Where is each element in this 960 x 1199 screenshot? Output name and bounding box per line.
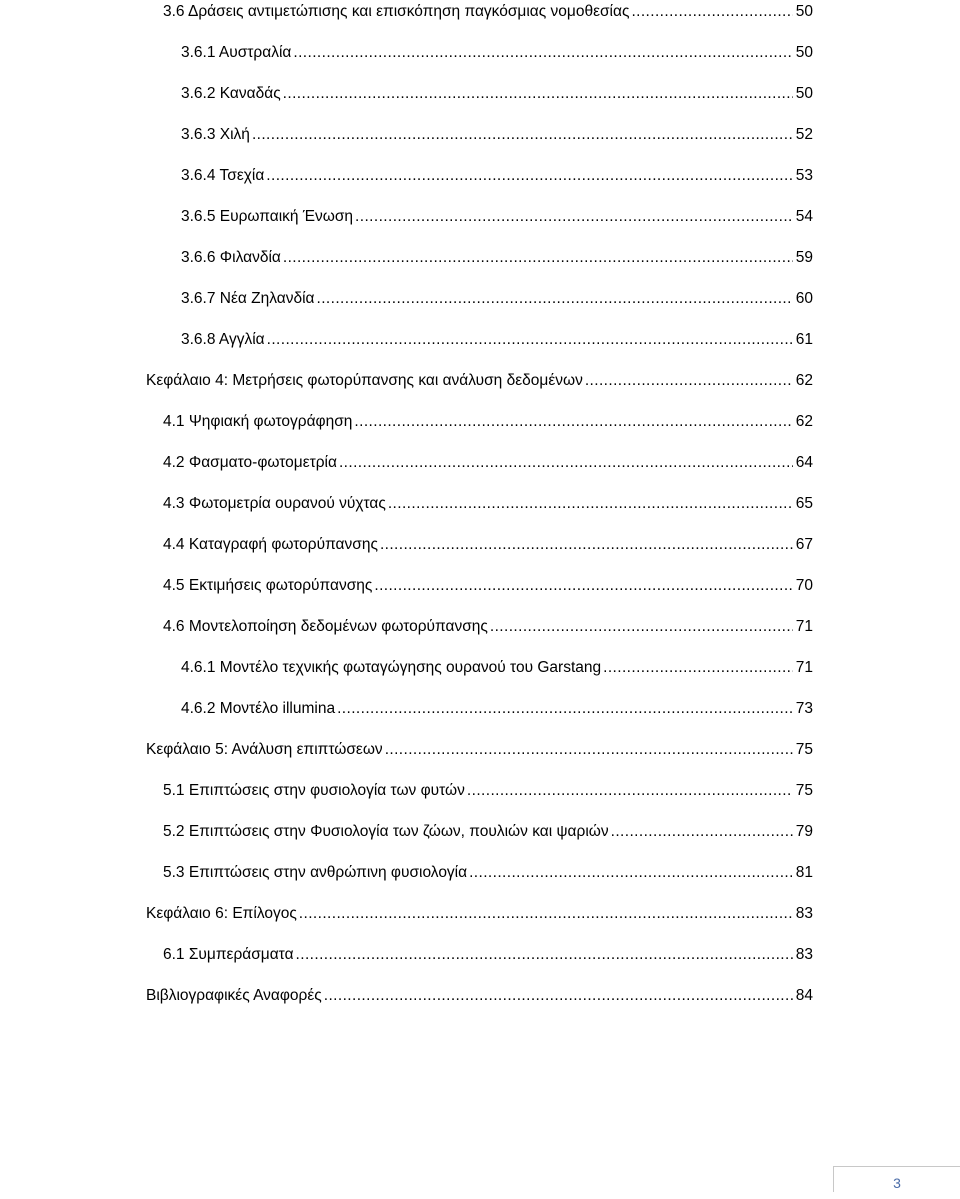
toc-entry-title: 5.1 Επιπτώσεις στην φυσιολογία των φυτών (163, 782, 465, 799)
toc-entry-title: 4.6.2 Μοντέλο illumina (181, 700, 336, 717)
toc-entry-title: 4.5 Εκτιμήσεις φωτορύπανσης (163, 577, 373, 594)
toc-entry[interactable] (181, 164, 813, 188)
toc-entry-page: 70 (795, 577, 813, 594)
dot-leader (252, 123, 793, 147)
dot-leader (385, 738, 793, 762)
toc-entry-page: 62 (795, 372, 813, 389)
dot-leader (296, 943, 793, 967)
dot-leader (339, 451, 793, 475)
toc-entry-title: 3.6.4 Τσεχία (181, 167, 265, 184)
toc-entry-page: 83 (795, 905, 813, 922)
toc-entry-page: 64 (795, 454, 813, 471)
dot-leader (299, 902, 793, 926)
toc-entry[interactable] (181, 246, 813, 270)
toc-entry[interactable] (163, 779, 813, 803)
dot-leader (611, 820, 793, 844)
toc-entry-page: 52 (795, 126, 813, 143)
toc-entry-page: 54 (795, 208, 813, 225)
toc-entry-page: 81 (795, 864, 813, 881)
dot-leader (317, 287, 794, 311)
toc-entry[interactable] (146, 984, 813, 1008)
dot-leader (355, 205, 793, 229)
toc-entry-title: 4.6 Μοντελοποίηση δεδομένων φωτορύπανσης (163, 618, 488, 635)
toc-entry-title: 3.6.1 Αυστραλία (181, 44, 292, 61)
toc-entry-title: 3.6.7 Νέα Ζηλανδία (181, 290, 315, 307)
dot-leader (490, 615, 793, 639)
dot-leader (585, 369, 793, 393)
toc-entry[interactable] (181, 82, 813, 106)
toc-entry-page: 62 (795, 413, 813, 430)
toc-entry-page: 84 (795, 987, 813, 1004)
toc-entry-page: 83 (795, 946, 813, 963)
toc-entry-title: 4.3 Φωτομετρία ουρανού νύχτας (163, 495, 386, 512)
toc-entry[interactable] (181, 697, 813, 721)
toc-entry[interactable] (163, 943, 813, 967)
toc-entry-title: Κεφάλαιο 4: Μετρήσεις φωτορύπανσης και ανάλυση δεδομένων (146, 372, 583, 389)
toc-entry-page: 50 (795, 85, 813, 102)
dot-leader (267, 328, 793, 352)
dot-leader (354, 410, 793, 434)
toc-entry[interactable] (146, 902, 813, 926)
toc-entry[interactable] (181, 656, 813, 680)
dot-leader (337, 697, 793, 721)
dot-leader (293, 41, 793, 65)
toc-entry[interactable] (163, 861, 813, 885)
dot-leader (467, 779, 793, 803)
toc-entry-title: 3.6.2 Καναδάς (181, 85, 281, 102)
page-number-box (833, 1166, 960, 1192)
toc-entry[interactable] (163, 820, 813, 844)
toc-entry-title: 3.6.5 Ευρωπαική Ένωση (181, 208, 354, 225)
toc-entry[interactable] (163, 492, 813, 516)
toc-entry-page: 53 (795, 167, 813, 184)
toc-entry-title: 4.6.1 Μοντέλο τεχνικής φωταγώγησης ουρανού του Garstang (181, 659, 602, 676)
toc-entry-title: 4.4 Καταγραφή φωτορύπανσης (163, 536, 378, 553)
dot-leader (283, 246, 793, 270)
toc-entry-title: Κεφάλαιο 5: Ανάλυση επιπτώσεων (146, 741, 383, 758)
toc-entry-page: 50 (795, 3, 813, 20)
toc-entry[interactable] (163, 451, 813, 475)
toc-entry[interactable] (146, 738, 813, 762)
toc-entry-title: 3.6.6 Φιλανδία (181, 249, 281, 266)
toc-entry[interactable] (181, 123, 813, 147)
toc-entry-title: 4.2 Φασματο-φωτομετρία (163, 454, 337, 471)
toc-entry-page: 75 (795, 741, 813, 758)
toc-entry-page: 50 (795, 44, 813, 61)
toc-entry-title: 6.1 Συμπεράσματα (163, 946, 294, 963)
toc-entry-page: 71 (795, 659, 813, 676)
toc-entry-page: 61 (795, 331, 813, 348)
toc-entry-page: 65 (795, 495, 813, 512)
dot-leader (266, 164, 793, 188)
toc-entry[interactable] (163, 533, 813, 557)
toc-entry[interactable] (181, 41, 813, 65)
toc-entry-title: Βιβλιογραφικές Αναφορές (146, 987, 322, 1004)
toc-entry-title: 3.6 Δράσεις αντιμετώπισης και επισκόπηση παγκόσμιας νομοθεσίας (163, 3, 630, 20)
toc-entry-page: 71 (795, 618, 813, 635)
toc-entry[interactable] (163, 574, 813, 598)
toc-entry-title: 3.6.3 Χιλή (181, 126, 250, 143)
toc-entry-page: 67 (795, 536, 813, 553)
dot-leader (283, 82, 793, 106)
toc-entry[interactable] (181, 205, 813, 229)
toc-entry-page: 60 (795, 290, 813, 307)
toc-entry-title: 3.6.8 Αγγλία (181, 331, 265, 348)
page-number: 3 (893, 1175, 901, 1191)
toc-entry[interactable] (146, 369, 813, 393)
toc-entry[interactable] (163, 410, 813, 434)
toc-entry-page: 73 (795, 700, 813, 717)
toc-entry[interactable] (181, 328, 813, 352)
toc-entry[interactable] (163, 615, 813, 639)
dot-leader (603, 656, 793, 680)
toc-entry-page: 79 (795, 823, 813, 840)
toc-entry[interactable] (163, 0, 813, 24)
toc-entry-page: 75 (795, 782, 813, 799)
toc-entry-title: 5.2 Επιπτώσεις στην Φυσιολογία των ζώων, πουλιών και ψαριών (163, 823, 609, 840)
dot-leader (469, 861, 793, 885)
toc-entry[interactable] (181, 287, 813, 311)
dot-leader (380, 533, 793, 557)
toc-entry-title: 4.1 Ψηφιακή φωτογράφηση (163, 413, 353, 430)
dot-leader (631, 0, 793, 24)
toc-entry-title: Κεφάλαιο 6: Επίλογος (146, 905, 297, 922)
toc-entry-page: 59 (795, 249, 813, 266)
dot-leader (324, 984, 793, 1008)
dot-leader (388, 492, 793, 516)
toc-entry-title: 5.3 Επιπτώσεις στην ανθρώπινη φυσιολογία (163, 864, 468, 881)
dot-leader (374, 574, 793, 598)
